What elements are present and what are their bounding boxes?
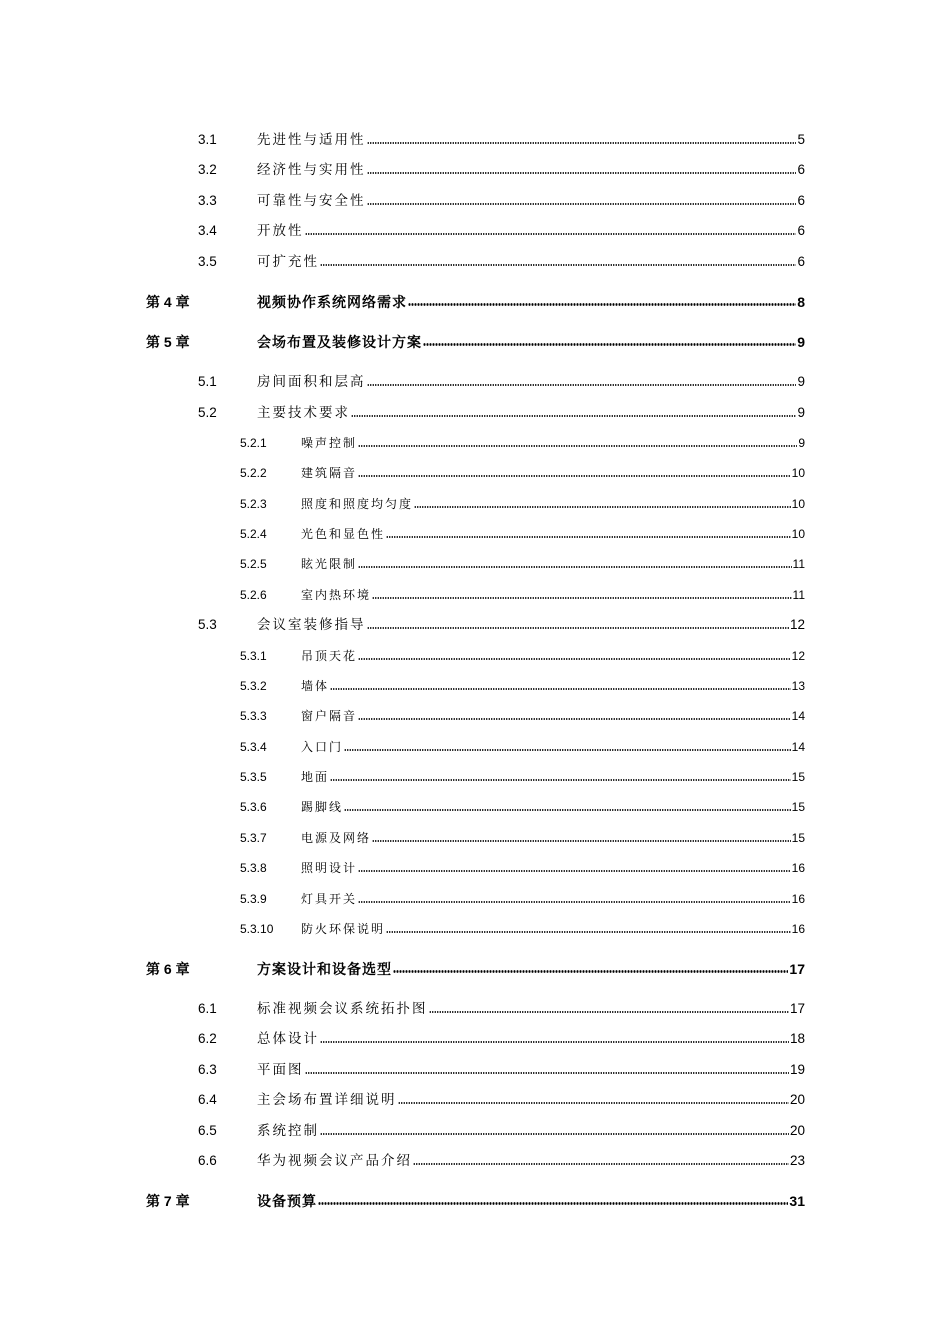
- toc-entry-page: 12: [789, 617, 805, 632]
- dot-leader: [358, 656, 791, 661]
- toc-entry[interactable]: [0, 999, 950, 1019]
- toc-subentry-title: 墙体: [301, 679, 330, 693]
- toc-subentry-link[interactable]: [301, 706, 805, 726]
- dot-leader: [358, 473, 791, 478]
- toc-subentry-link[interactable]: [301, 676, 805, 696]
- toc-subentry-number: 5.2.1: [240, 436, 267, 450]
- toc-entry-link[interactable]: [257, 1029, 805, 1049]
- toc-entry-number: 5.2: [198, 405, 217, 420]
- toc-chapter-page: 9: [797, 334, 805, 350]
- toc-entry-link[interactable]: [257, 191, 805, 211]
- toc-entry-number: 3.2: [198, 162, 217, 177]
- dot-leader: [386, 534, 791, 539]
- toc-entry-page: 6: [797, 162, 805, 177]
- toc-entry-number: 6.1: [198, 1001, 217, 1016]
- toc-entry[interactable]: [0, 252, 950, 272]
- toc-subentry-title: 噪声控制: [301, 436, 358, 450]
- dot-leader: [358, 868, 791, 873]
- toc-chapter-title: 视频协作系统网络需求: [257, 294, 407, 310]
- dot-leader: [318, 1201, 788, 1206]
- toc-subentry-title: 电源及网络: [301, 831, 372, 845]
- dot-leader: [358, 564, 792, 569]
- toc-entry-title: 平面图: [257, 1062, 304, 1077]
- toc-entry-title: 总体设计: [257, 1031, 319, 1046]
- toc-subentry-title: 入口门: [301, 740, 344, 754]
- toc-subentry-link[interactable]: [301, 797, 805, 817]
- toc-subentry-page: 14: [791, 709, 805, 723]
- toc-entry[interactable]: [0, 1121, 950, 1141]
- dot-leader: [305, 231, 797, 236]
- toc-entry[interactable]: [0, 191, 950, 211]
- toc-subentry[interactable]: [0, 676, 950, 696]
- toc-chapter-page: 17: [789, 961, 805, 977]
- dot-leader: [367, 382, 797, 387]
- toc-entry-link[interactable]: [257, 1090, 805, 1110]
- toc-subentry-title: 光色和显色性: [301, 527, 386, 541]
- toc-entry-title: 房间面积和层高: [257, 374, 366, 389]
- toc-entry-page: 23: [789, 1153, 805, 1168]
- toc-chapter-number: 第 4 章: [146, 294, 190, 310]
- toc-entry[interactable]: [0, 403, 950, 423]
- toc-subentry-page: 10: [791, 527, 805, 541]
- dot-leader: [320, 262, 796, 267]
- toc-subentry-number: 5.2.6: [240, 588, 267, 602]
- toc-entry-number: 6.5: [198, 1123, 217, 1138]
- toc-entry-number: 3.4: [198, 223, 217, 238]
- dot-leader: [372, 838, 791, 843]
- toc-subentry[interactable]: [0, 858, 950, 878]
- dot-leader: [358, 443, 797, 448]
- toc-chapter-link[interactable]: [257, 292, 805, 312]
- toc-entry-title: 开放性: [257, 223, 304, 238]
- dot-leader: [398, 1100, 789, 1105]
- toc-subentry-link[interactable]: [301, 433, 805, 453]
- toc-subentry-page: 13: [791, 679, 805, 693]
- dot-leader: [358, 716, 791, 721]
- toc-chapter-number: 第 6 章: [146, 961, 190, 977]
- dot-leader: [358, 899, 791, 904]
- toc-entry-link[interactable]: [257, 130, 805, 150]
- toc-subentry-number: 5.3.5: [240, 770, 267, 784]
- toc-subentry-number: 5.2.2: [240, 466, 267, 480]
- toc-chapter-page: 8: [797, 294, 805, 310]
- toc-entry-title: 标准视频会议系统拓扑图: [257, 1001, 428, 1016]
- toc-subentry-title: 窗户隔音: [301, 709, 358, 723]
- toc-chapter-title: 会场布置及装修设计方案: [257, 334, 422, 350]
- toc-entry-link[interactable]: [257, 999, 805, 1019]
- toc-subentry-number: 5.3.6: [240, 800, 267, 814]
- toc-subentry-link[interactable]: [301, 737, 805, 757]
- toc-entry-page: 19: [789, 1062, 805, 1077]
- toc-entry-link[interactable]: [257, 1060, 805, 1080]
- toc-subentry-link[interactable]: [301, 646, 805, 666]
- toc-entry-title: 经济性与实用性: [257, 162, 366, 177]
- dot-leader: [429, 1009, 789, 1014]
- toc-entry-page: 20: [789, 1092, 805, 1107]
- toc-subentry-title: 照明设计: [301, 861, 358, 875]
- toc-subentry-page: 16: [791, 922, 805, 936]
- toc-entry-number: 5.3: [198, 617, 217, 632]
- toc-chapter[interactable]: [0, 292, 950, 312]
- toc-entry-page: 6: [797, 193, 805, 208]
- dot-leader: [423, 342, 796, 347]
- toc-subentry-link[interactable]: [301, 585, 805, 605]
- toc-subentry-number: 5.3.3: [240, 709, 267, 723]
- toc-subentry-number: 5.3.2: [240, 679, 267, 693]
- toc-subentry-number: 5.3.10: [240, 922, 274, 936]
- toc-entry-link[interactable]: [257, 403, 805, 423]
- toc-subentry-number: 5.3.8: [240, 861, 267, 875]
- toc-entry[interactable]: [0, 372, 950, 392]
- dot-leader: [344, 807, 791, 812]
- toc-subentry-link[interactable]: [301, 494, 805, 514]
- toc-chapter-link[interactable]: [257, 959, 805, 979]
- toc-subentry-link[interactable]: [301, 919, 805, 939]
- toc-subentry[interactable]: [0, 524, 950, 544]
- dot-leader: [414, 504, 791, 509]
- toc-subentry[interactable]: [0, 463, 950, 483]
- toc-subentry-title: 地面: [301, 770, 330, 784]
- toc-subentry-title: 灯具开关: [301, 892, 358, 906]
- toc-entry[interactable]: [0, 221, 950, 241]
- toc-subentry[interactable]: [0, 767, 950, 787]
- dot-leader: [372, 595, 792, 600]
- toc-entry[interactable]: [0, 130, 950, 150]
- toc-entry-number: 6.6: [198, 1153, 217, 1168]
- toc-subentry-title: 吊顶天花: [301, 649, 358, 663]
- toc-chapter[interactable]: [0, 959, 950, 979]
- toc-subentry[interactable]: [0, 737, 950, 757]
- toc-subentry[interactable]: [0, 646, 950, 666]
- toc-entry-page: 9: [797, 405, 805, 420]
- toc-subentry-page: 10: [791, 497, 805, 511]
- toc-subentry-link[interactable]: [301, 889, 805, 909]
- dot-leader: [367, 170, 797, 175]
- toc-entry-link[interactable]: [257, 160, 805, 180]
- toc-subentry[interactable]: [0, 828, 950, 848]
- toc-subentry-page: 14: [791, 740, 805, 754]
- toc-entry-title: 可扩充性: [257, 254, 319, 269]
- dot-leader: [330, 777, 791, 782]
- dot-leader: [351, 413, 796, 418]
- toc-entry-page: 5: [797, 132, 805, 147]
- toc-entry-link[interactable]: [257, 615, 805, 635]
- toc-subentry[interactable]: [0, 494, 950, 514]
- dot-leader: [367, 140, 797, 145]
- toc-entry-number: 3.1: [198, 132, 217, 147]
- toc-subentry[interactable]: [0, 797, 950, 817]
- toc-subentry[interactable]: [0, 919, 950, 939]
- toc-entry-title: 华为视频会议产品介绍: [257, 1153, 412, 1168]
- dot-leader: [305, 1070, 789, 1075]
- toc-subentry-title: 照度和照度均匀度: [301, 497, 414, 511]
- toc-subentry-page: 15: [791, 800, 805, 814]
- toc-entry-number: 6.4: [198, 1092, 217, 1107]
- toc-chapter-page: 31: [789, 1193, 805, 1209]
- toc-subentry[interactable]: [0, 433, 950, 453]
- toc-chapter-link[interactable]: [257, 332, 805, 352]
- toc-entry-page: 6: [797, 223, 805, 238]
- toc-entry-title: 主要技术要求: [257, 405, 350, 420]
- toc-subentry-page: 15: [791, 770, 805, 784]
- dot-leader: [367, 625, 789, 630]
- toc-subentry-number: 5.2.4: [240, 527, 267, 541]
- dot-leader: [386, 929, 791, 934]
- toc-subentry-page: 11: [792, 588, 805, 602]
- toc-subentry[interactable]: [0, 554, 950, 574]
- toc-subentry-link[interactable]: [301, 463, 805, 483]
- dot-leader: [330, 686, 791, 691]
- toc-entry[interactable]: [0, 160, 950, 180]
- toc-subentry-link[interactable]: [301, 554, 805, 574]
- toc-entry-page: 6: [797, 254, 805, 269]
- toc-subentry-link[interactable]: [301, 767, 805, 787]
- toc-entry-title: 可靠性与安全性: [257, 193, 366, 208]
- toc-subentry-page: 11: [792, 557, 805, 571]
- toc-chapter-title: 设备预算: [257, 1193, 317, 1209]
- dot-leader: [320, 1131, 789, 1136]
- toc-subentry[interactable]: [0, 889, 950, 909]
- toc-subentry-page: 15: [791, 831, 805, 845]
- toc-chapter[interactable]: [0, 1191, 950, 1211]
- toc-subentry[interactable]: [0, 585, 950, 605]
- toc-subentry-number: 5.3.1: [240, 649, 267, 663]
- toc-subentry-page: 16: [791, 861, 805, 875]
- toc-chapter-number: 第 5 章: [146, 334, 190, 350]
- toc-subentry[interactable]: [0, 706, 950, 726]
- toc-entry-title: 先进性与适用性: [257, 132, 366, 147]
- toc-subentry-link[interactable]: [301, 828, 805, 848]
- toc-entry-link[interactable]: [257, 1121, 805, 1141]
- dot-leader: [320, 1039, 789, 1044]
- toc-entry[interactable]: [0, 1090, 950, 1110]
- toc-entry-link[interactable]: [257, 221, 805, 241]
- toc-entry-number: 3.3: [198, 193, 217, 208]
- toc-chapter-number: 第 7 章: [146, 1193, 190, 1209]
- toc-chapter-link[interactable]: [257, 1191, 805, 1211]
- toc-subentry-number: 5.2.5: [240, 557, 267, 571]
- toc-entry[interactable]: [0, 615, 950, 635]
- toc-subentry-number: 5.3.7: [240, 831, 267, 845]
- toc-entry-number: 3.5: [198, 254, 217, 269]
- toc-entry-number: 5.1: [198, 374, 217, 389]
- toc-entry[interactable]: [0, 1151, 950, 1171]
- dot-leader: [393, 969, 788, 974]
- toc-entry-link[interactable]: [257, 372, 805, 392]
- toc-entry[interactable]: [0, 1029, 950, 1049]
- dot-leader: [413, 1161, 789, 1166]
- toc-entry-page: 17: [789, 1001, 805, 1016]
- toc-subentry-title: 室内热环境: [301, 588, 372, 602]
- toc-entry-link[interactable]: [257, 252, 805, 272]
- toc-subentry-link[interactable]: [301, 858, 805, 878]
- toc-entry-link[interactable]: [257, 1151, 805, 1171]
- toc-entry-page: 9: [797, 374, 805, 389]
- toc-subentry-number: 5.3.9: [240, 892, 267, 906]
- toc-subentry-page: 9: [798, 436, 805, 450]
- toc-entry-title: 系统控制: [257, 1123, 319, 1138]
- toc-subentry-page: 10: [791, 466, 805, 480]
- dot-leader: [344, 747, 791, 752]
- toc-subentry-number: 5.3.4: [240, 740, 267, 754]
- toc-entry-title: 会议室装修指导: [257, 617, 366, 632]
- toc-entry-number: 6.3: [198, 1062, 217, 1077]
- toc-chapter-title: 方案设计和设备选型: [257, 961, 392, 977]
- toc-subentry-title: 建筑隔音: [301, 466, 358, 480]
- toc-subentry-title: 踢脚线: [301, 800, 344, 814]
- toc-subentry-title: 眩光限制: [301, 557, 358, 571]
- toc-entry-page: 20: [789, 1123, 805, 1138]
- toc-entry-title: 主会场布置详细说明: [257, 1092, 397, 1107]
- toc-chapter[interactable]: [0, 332, 950, 352]
- toc-subentry-title: 防火环保说明: [301, 922, 386, 936]
- dot-leader: [367, 201, 797, 206]
- toc-subentry-link[interactable]: [301, 524, 805, 544]
- toc-subentry-page: 16: [791, 892, 805, 906]
- toc-subentry-number: 5.2.3: [240, 497, 267, 511]
- toc-entry-page: 18: [789, 1031, 805, 1046]
- toc-entry-number: 6.2: [198, 1031, 217, 1046]
- toc-entry[interactable]: [0, 1060, 950, 1080]
- dot-leader: [408, 302, 796, 307]
- toc-subentry-page: 12: [791, 649, 805, 663]
